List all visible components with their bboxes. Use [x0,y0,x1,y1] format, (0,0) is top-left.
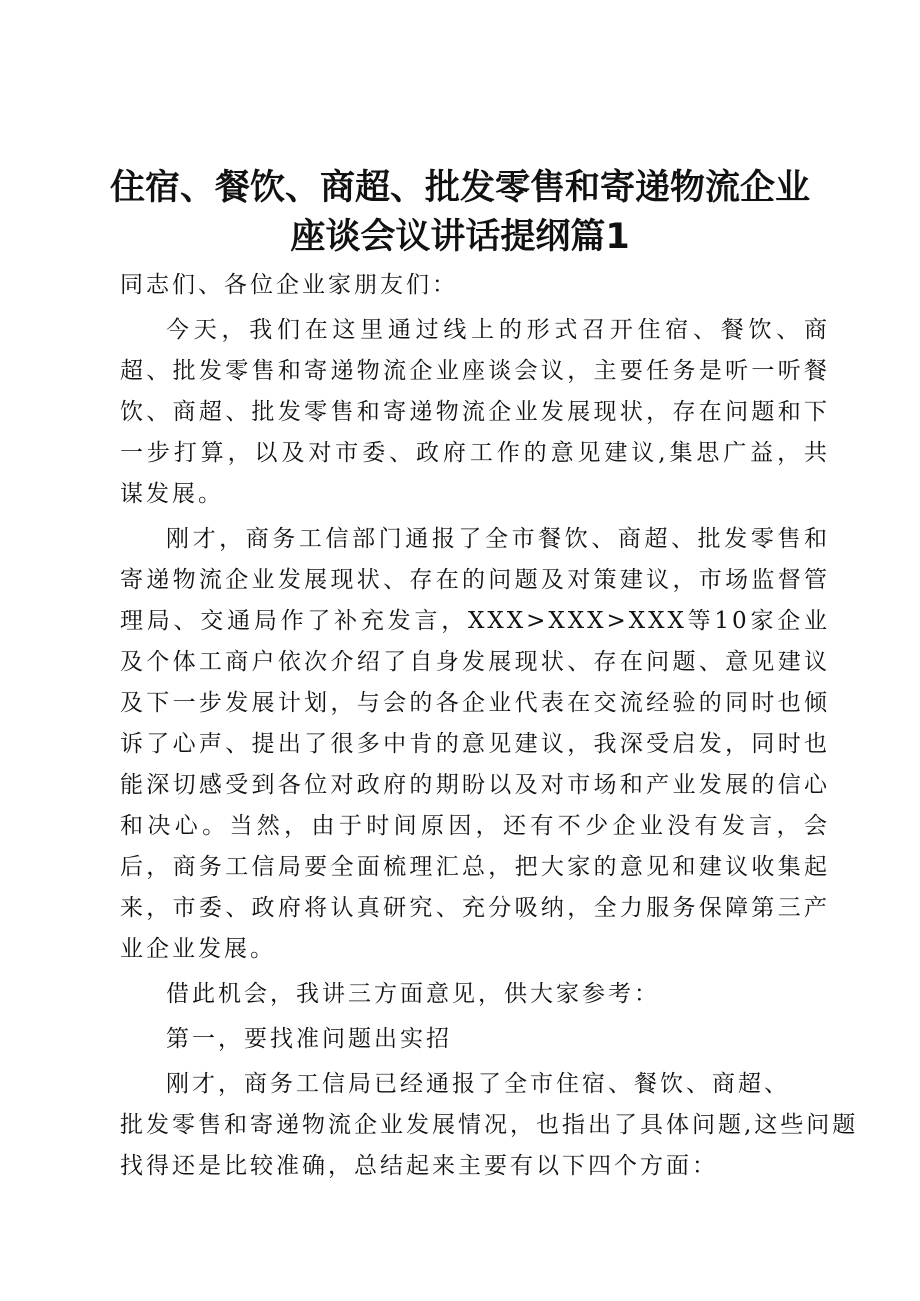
paragraph-problems-intro [120,1064,859,1187]
salutation: 同志们、各位企业家朋友们： [120,272,458,298]
paragraph-line: 找得还是比较准确，总结起来主要有以下四个方面： [120,1153,718,1179]
paragraph-three-points-intro: 借此机会，我讲三方面意见，供大家参考： [166,981,660,1007]
paragraph-report-summary: 刚才，商务工信部门通报了全市餐饮、商超、批发零售和寄递物流企业发展现状、存在的问题及对策建议，市场监督管理局、交通局作了补充发言，XXX>XXX>XXX等10家企业及个体工商户依次介绍了自身发展现状、存在问题、意见建议及下一步发展计划，与会的各企业代表在交流经验的同时也倾诉了心声、提出了很多中肯的意见建议，我深受启发，同时也能深切感受到各位对政府的期盼以及对市场和产业发展的信心和决心。当然，由于时间原因，还有不少企业没有发言，会后，商务工信局要全面梳理汇总，把大家的意见和建议收集起来，市委、政府将认真研究、充分吸纳，全力服务保障第三产业企业发展。 [120,526,830,962]
paragraph-line: 刚才，商务工信局已经通报了全市住宿、餐饮、商超、 [166,1071,790,1097]
paragraph-opening: 今天，我们在这里通过线上的形式召开住宿、餐饮、商超、批发零售和寄递物流企业座谈会议，主要任务是听一听餐饮、商超、批发零售和寄递物流企业发展现状，存在问题和下一步打算，以及对市委、政府工作的意见建议,集思广益，共谋发展。 [120,317,830,507]
document-title-line-2: 座谈会议讲话提纲篇1 [290,217,630,257]
section-heading-first: 第一，要找准问题出实招 [166,1026,452,1052]
document-body [120,265,859,1191]
document-title-line-1: 住宿、餐饮、商超、批发零售和寄递物流企业 [109,168,810,208]
paragraph-line: 批发零售和寄递物流企业发展情况，也指出了具体问题,这些问题 [120,1112,859,1138]
